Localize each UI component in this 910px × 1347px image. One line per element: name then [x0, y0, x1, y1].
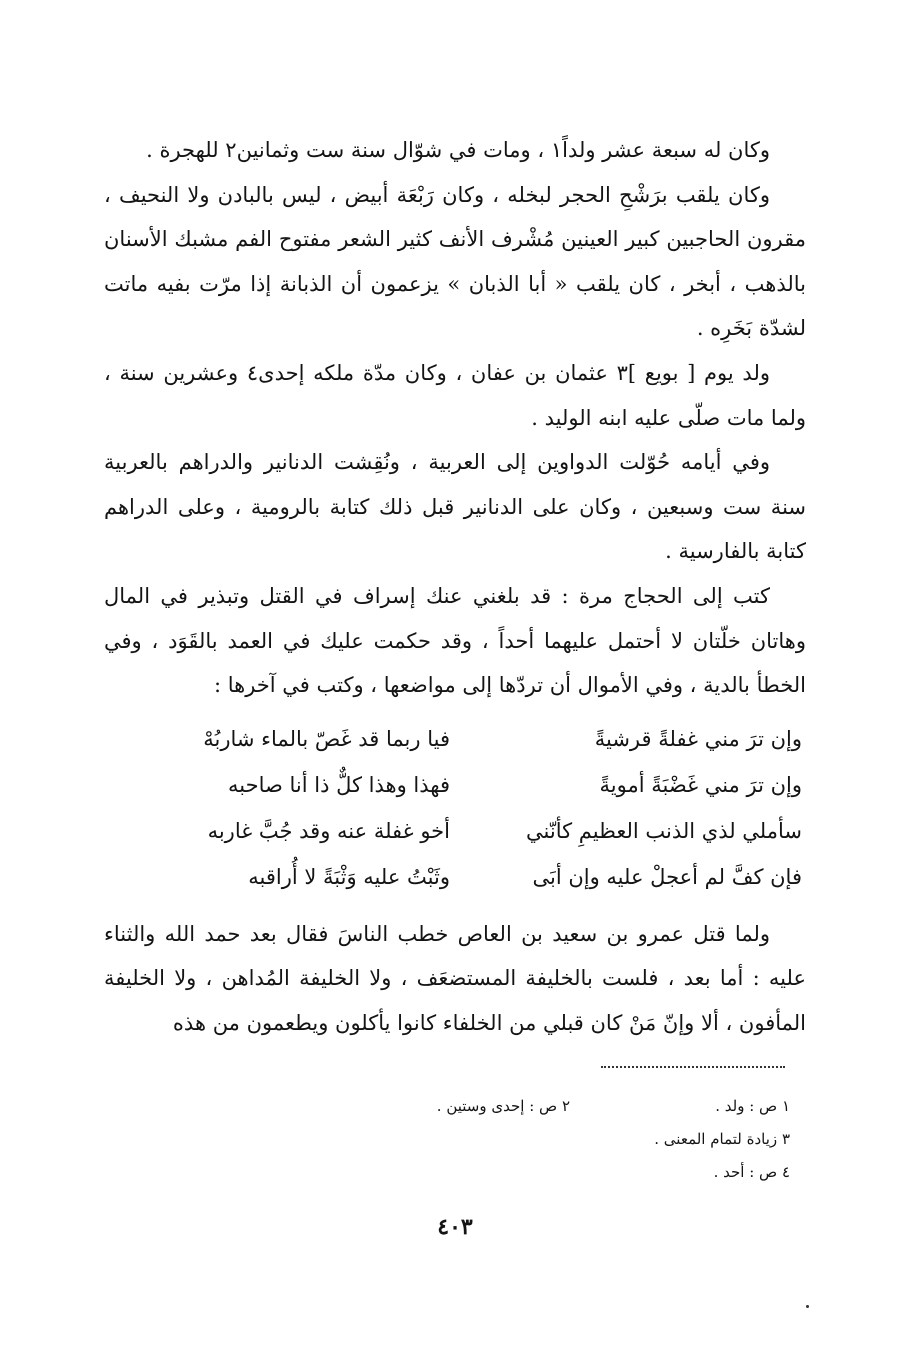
footnotes	[300, 1090, 790, 1189]
footnote-1: ١ ص : ولد .	[715, 1097, 790, 1115]
poem-second-hemistich: وثَبْتُ عليه وَثْبَةً لا أُراقبه	[248, 864, 450, 889]
main-text	[104, 128, 806, 1046]
poem-verse	[104, 762, 806, 808]
page-number: ٤٠٣	[437, 1214, 473, 1240]
poem-second-hemistich: فهذا وهذا كلٌّ ذا أنا صاحبه	[228, 772, 450, 797]
poem-second-hemistich: فيا ربما قد غَصّ بالماء شاربُهْ	[203, 726, 450, 751]
poem-verse	[104, 808, 806, 854]
footnote-row	[300, 1156, 790, 1189]
paragraph-arabization: وفي أيامه حُوّلت الدواوين إلى العربية ، ونُقِشت الدنانير والدراهم بالعربية سنة ست وسبعين ، وكان على الدنانير قبل ذلك كتابة بالرومية ، وعلى الدراهم كتابة بالفارسية .	[104, 450, 806, 564]
poem-second-hemistich: أخو غفلة عنه وقد جُبَّ غاربه	[207, 818, 450, 843]
poem-first-hemistich: وإن ترَ مني غفلةً قرشيةً	[594, 726, 802, 751]
poem	[104, 716, 806, 900]
poem-first-hemistich: وإن ترَ مني غَضْبَةً أمويةً	[599, 772, 802, 797]
paragraph-birth-reign: ولد يوم [ بويع ]٣ عثمان بن عفان ، وكان مدّة ملكه إحدى٤ وعشرين سنة ، ولما مات صلّى عليه ابنه الوليد .	[104, 360, 806, 430]
poem-first-hemistich: سأملي لذي الذنب العظيمِ كأنّني	[526, 818, 802, 843]
poem-verse	[104, 854, 806, 900]
footnote-row	[300, 1090, 790, 1123]
footnote-row	[300, 1123, 790, 1156]
poem-verse	[104, 716, 806, 762]
paragraph-letter-hajjaj: كتب إلى الحجاج مرة : قد بلغني عنك إسراف في القتل وتبذير في المال وهاتان خلّتان لا أحتمل عليهما أحداً ، وقد حكمت عليك في العمد بالقَوَد ، وفي الخطأ بالدية ، وفي الأموال أن تردّها إلى مواضعها ، وكتب في آخرها :	[104, 583, 806, 698]
paragraph-description: وكان يلقب برَشْحِ الحجر لبخله ، وكان رَبْعَة أبيض ، ليس بالبادن ولا النحيف ، مقرون الحاجبين كبير العينين مُشْرف الأنف كثير الشعر مفتوح الفم مشبك الأسنان بالذهب ، أبخر ، كان يلقب « أبا الذبان » يزعمون أن الذبانة إذا مرّت بفيه ماتت لشدّة بَخَرِه .	[104, 182, 806, 341]
paragraph-children-death: وكان له سبعة عشر ولداً١ ، ومات في شوّال سنة ست وثمانين٢ للهجرة .	[146, 138, 770, 162]
footnote-divider	[601, 1066, 785, 1068]
print-speck	[806, 1305, 809, 1308]
footnote-4: ٤ ص : أحد .	[713, 1163, 790, 1181]
poem-first-hemistich: فإن كفَّ لم أعجلْ عليه وإن أبَى	[532, 864, 802, 889]
paragraph-sermon: ولما قتل عمرو بن سعيد بن العاص خطب الناسَ فقال بعد حمد الله والثناء عليه : أما بعد ، فلست بالخليفة المستضعَف ، ولا الخليفة المُداهن ، ولا الخليفة المأفون ، ألا وإنّ مَنْ كان قبلي من الخلفاء كانوا يأكلون ويطعمون من هذه	[104, 921, 806, 1035]
footnote-2: ٢ ص : إحدى وستين .	[436, 1097, 570, 1115]
footnote-3: ٣ زيادة لتمام المعنى .	[654, 1130, 790, 1148]
